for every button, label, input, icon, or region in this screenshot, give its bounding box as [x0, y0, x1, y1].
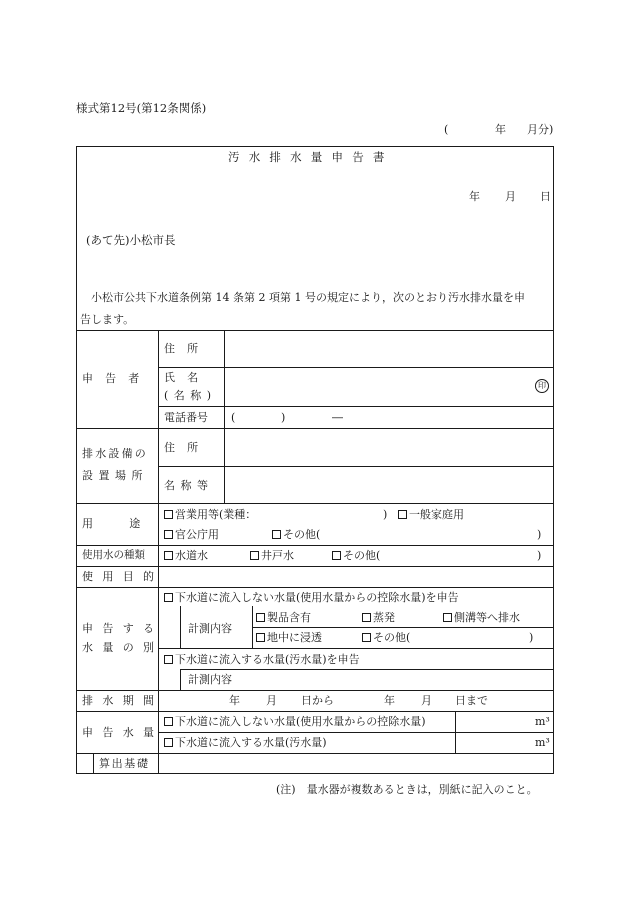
measure-underground	[256, 632, 322, 643]
usage-business	[164, 509, 256, 520]
rule	[76, 690, 554, 691]
date-month: 月	[505, 190, 516, 203]
rule	[158, 648, 554, 649]
phone-dash: ―	[332, 411, 343, 424]
checkbox-amount-exclude[interactable]	[164, 717, 173, 726]
water-tap-label: 水道水	[175, 549, 208, 562]
measure-product-label: 製品含有	[267, 611, 311, 624]
usage-other-close: )	[537, 528, 542, 541]
rule	[455, 711, 456, 753]
usage-business-close: )	[383, 508, 388, 521]
checkbox-declared-include[interactable]	[164, 655, 173, 664]
measure-evaporation-label: 蒸発	[373, 611, 395, 624]
form-number: 様式第12号(第12条関係)	[76, 101, 207, 115]
rule	[180, 669, 181, 690]
usage-business-label: 営業用等(業種：	[175, 508, 257, 521]
rule	[158, 753, 159, 774]
rule	[158, 367, 554, 368]
seal-mark: 印	[535, 379, 549, 393]
rule	[252, 606, 253, 648]
usage-household-label: 一般家庭用	[409, 508, 464, 521]
form-title: 汚水排水量申告書	[228, 150, 394, 164]
amount-unit-2: m³	[535, 736, 550, 749]
date-day: 日	[540, 190, 551, 203]
water-well	[250, 550, 294, 561]
basis-label: 算出基礎	[99, 757, 150, 770]
measure-underground-label: 地中に浸透	[267, 631, 322, 644]
checkbox-declared-exclude[interactable]	[164, 593, 173, 602]
water-type-label: 使用水の種類	[82, 549, 145, 561]
usage-government	[164, 529, 219, 540]
declared-opt2-label: 下水道に流入する水量(汚水量)を申告	[175, 653, 360, 666]
phone-label: 電話番号	[164, 411, 208, 424]
period-month-2: 月	[421, 694, 432, 707]
rule	[76, 503, 554, 504]
rule	[76, 428, 554, 429]
rule	[76, 566, 554, 567]
addressee: (あて先)小松市長	[86, 233, 176, 247]
declared-label-2: 水量の別	[82, 641, 164, 654]
checkbox-ditch[interactable]	[443, 613, 452, 622]
period-from: 日から	[301, 694, 334, 707]
checkbox-underground[interactable]	[256, 633, 265, 642]
intro-line-2: 告します。	[80, 313, 135, 326]
period-open: (	[444, 123, 449, 136]
measure-product	[256, 612, 311, 623]
checkbox-measure-other[interactable]	[362, 633, 371, 642]
rule	[180, 606, 181, 648]
period-label: 排水期間	[82, 694, 164, 707]
applicant-name-label: 氏名	[164, 371, 211, 384]
usage-other	[272, 529, 320, 540]
checkbox-evaporation[interactable]	[362, 613, 371, 622]
rule	[76, 545, 554, 546]
declared-opt2	[164, 654, 360, 665]
period-year-2: 年	[384, 694, 395, 707]
phone-close: )	[281, 411, 286, 424]
rule	[76, 711, 554, 712]
checkbox-business[interactable]	[164, 510, 173, 519]
amount-row-1	[164, 716, 426, 727]
amount-row-2	[164, 737, 327, 748]
measure-evaporation	[362, 612, 395, 623]
applicant-address-label: 住所	[164, 342, 211, 355]
checkbox-product[interactable]	[256, 613, 265, 622]
rule	[158, 406, 554, 407]
declared-opt1-label: 下水道に流入しない水量(使用水量からの控除水量)を申告	[175, 591, 459, 604]
rule	[252, 627, 554, 628]
amount-unit-1: m³	[535, 715, 550, 728]
declared-label-1: 申告する	[82, 622, 164, 635]
measure-ditch	[443, 612, 520, 623]
water-other	[332, 550, 380, 561]
rule	[93, 753, 94, 774]
period-until: 日まで	[455, 694, 488, 707]
rule	[158, 466, 554, 467]
measure-other-close: )	[529, 631, 534, 644]
usage-label: 用途	[82, 517, 177, 530]
checkbox-tap-water[interactable]	[164, 551, 173, 560]
usage-household	[398, 509, 464, 520]
rule	[76, 753, 554, 754]
amount-row-2-label: 下水道に流入する水量(汚水量)	[175, 736, 327, 749]
intro-line-1: 小松市公共下水道条例第 14 条第 2 項第 1 号の規定により，次のとおり汚水排水量を申	[91, 291, 525, 304]
rule	[224, 330, 225, 503]
period-month-1: 月	[266, 694, 277, 707]
water-other-close: )	[537, 549, 542, 562]
period-month: 月分)	[527, 123, 554, 136]
measure-other	[362, 632, 410, 643]
facility-address-label: 住所	[164, 441, 211, 454]
facility-label-1: 排水設備の	[82, 447, 148, 460]
facility-name-label: 名称等	[164, 479, 214, 492]
period-year: 年	[495, 123, 506, 136]
rule	[76, 330, 554, 331]
checkbox-water-other[interactable]	[332, 551, 341, 560]
rule	[158, 330, 159, 753]
rule	[76, 587, 554, 588]
rule	[180, 669, 554, 670]
amount-label: 申告水量	[82, 726, 164, 739]
water-tap	[164, 550, 208, 561]
usage-government-label: 官公庁用	[175, 528, 219, 541]
usage-other-label: その他(	[283, 528, 321, 541]
checkbox-usage-other[interactable]	[272, 530, 281, 539]
measure-label-2: 計測内容	[188, 673, 232, 686]
footnote: (注) 量水器が複数あるときは，別紙に記入のこと。	[276, 783, 538, 796]
checkbox-government[interactable]	[164, 530, 173, 539]
rule	[158, 732, 554, 733]
period-year-1: 年	[229, 694, 240, 707]
water-other-label: その他(	[343, 549, 381, 562]
purpose-label: 使用目的	[82, 570, 164, 583]
checkbox-well-water[interactable]	[250, 551, 259, 560]
declared-opt1	[164, 592, 459, 603]
measure-label: 計測内容	[188, 622, 232, 635]
applicant-name-sub-label: (名称)	[164, 389, 217, 402]
checkbox-household[interactable]	[398, 510, 407, 519]
phone-open: (	[231, 411, 236, 424]
amount-row-1-label: 下水道に流入しない水量(使用水量からの控除水量)	[175, 715, 426, 728]
measure-other-label: その他(	[373, 631, 411, 644]
applicant-label: 申告者	[82, 372, 152, 385]
date-year: 年	[469, 190, 480, 203]
facility-label-2: 設置場所	[82, 469, 148, 482]
water-well-label: 井戸水	[261, 549, 294, 562]
measure-ditch-label: 側溝等へ排水	[454, 611, 520, 624]
checkbox-amount-include[interactable]	[164, 738, 173, 747]
